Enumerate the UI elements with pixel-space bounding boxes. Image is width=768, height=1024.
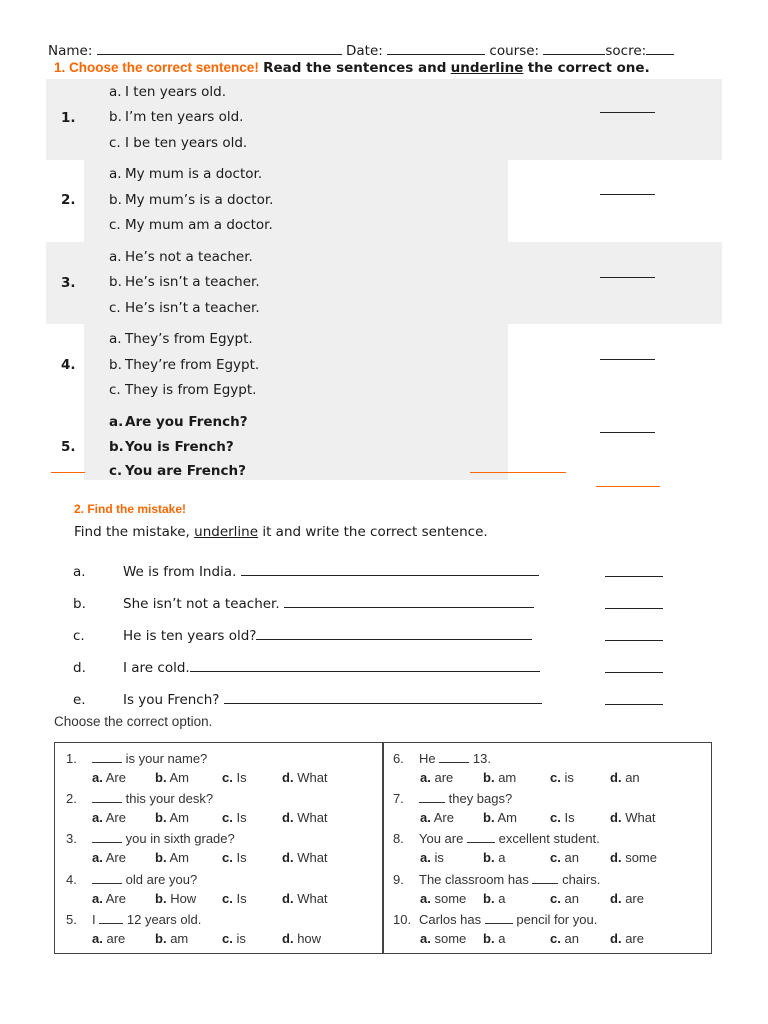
option-text: You are French? [125,463,246,479]
fill-blank[interactable] [532,873,558,884]
option-letter: b. [483,931,495,946]
fill-blank[interactable] [92,873,122,884]
mc-text: old are you? [125,872,198,887]
mc-option[interactable] [92,931,125,946]
option-letter: a. [92,770,103,785]
mc-option[interactable] [282,850,328,865]
option-text: is [236,931,246,946]
mc-option[interactable] [155,810,189,825]
question-option[interactable] [109,84,226,100]
section2-instruction [74,524,488,540]
section1-instruction-pre: Read the sentences and [263,60,447,76]
option-letter: a. [109,331,122,347]
mc-option[interactable] [155,891,196,906]
option-text: how [297,931,322,946]
option-letter: a. [420,931,431,946]
mc-text: you in sixth grade? [125,831,235,846]
option-text: a [498,891,506,906]
mc-option[interactable] [610,810,656,825]
question-option[interactable] [109,217,273,233]
option-text: a [498,931,506,946]
mc-number: 10. [393,912,412,927]
item-letter: c. [73,628,85,644]
item-text: We is from India. [123,564,237,580]
option-text: is [434,850,444,865]
question-band [84,324,508,480]
option-text: an [564,850,579,865]
option-text: They’s from Egypt. [125,331,253,347]
mc-option[interactable] [222,931,246,946]
item-letter: d. [73,660,86,676]
option-letter: b. [483,770,495,785]
mc-text-pre: You are [419,831,464,846]
option-letter: c. [222,850,233,865]
course-label: course: [489,43,540,59]
option-letter: a. [420,891,431,906]
mc-text: 13. [472,751,491,766]
option-text: Are [433,810,454,825]
option-text: They is from Egypt. [125,382,257,398]
option-letter: b. [109,274,122,290]
mc-number: 2. [66,791,77,806]
option-letter: c. [550,931,561,946]
option-text: am [170,931,189,946]
mc-option[interactable] [420,931,466,946]
mc-text: is your name? [125,751,208,766]
option-text: He’s not a teacher. [125,249,253,265]
course-field[interactable] [543,43,605,55]
mc-option[interactable] [420,770,453,785]
option-letter: a. [420,850,431,865]
answer-blank[interactable] [605,640,663,641]
mc-number: 5. [66,912,77,927]
question-option[interactable] [109,166,262,182]
correction-line[interactable] [256,628,532,640]
mc-option[interactable] [222,810,247,825]
name-label: Name: [48,43,93,59]
item-content [123,692,542,708]
item-text: He is ten years old? [123,628,257,644]
option-text: I’m ten years old. [125,109,244,125]
option-letter: b. [483,891,495,906]
mc-option[interactable] [550,931,579,946]
mc-option[interactable] [155,770,189,785]
mc-number: 4. [66,872,77,887]
option-letter: b. [109,439,124,455]
mc-question [393,831,600,846]
option-text: Am [169,770,189,785]
fill-blank[interactable] [92,832,122,843]
section3-title: Choose the correct option. [54,714,213,729]
option-letter: a. [420,770,431,785]
option-text: How [170,891,197,906]
item-text: She isn’t not a teacher. [123,596,280,612]
answer-blank[interactable] [605,608,663,609]
mc-option[interactable] [282,931,321,946]
option-letter: b. [109,192,122,208]
option-letter: d. [282,931,294,946]
mc-option[interactable] [222,770,247,785]
mc-option[interactable] [222,891,247,906]
section1-title [54,60,650,76]
mc-number: 3. [66,831,77,846]
option-letter: c. [550,770,561,785]
option-text: What [297,850,328,865]
option-letter: d. [282,850,294,865]
date-field[interactable] [387,43,485,55]
mc-option[interactable] [92,850,126,865]
option-letter: a. [109,414,124,430]
option-letter: a. [109,166,122,182]
question-option[interactable] [109,192,273,208]
option-text: Is [564,810,575,825]
option-letter: b. [155,891,167,906]
answer-blank[interactable] [605,576,663,577]
item-content [123,564,539,580]
fill-blank[interactable] [467,832,495,843]
mc-text-pre: The classroom has [419,872,529,887]
mc-option[interactable] [92,891,126,906]
option-letter: a. [109,84,122,100]
option-letter: b. [155,770,167,785]
mc-question [66,791,213,806]
option-letter: c. [109,300,121,316]
fill-blank[interactable] [92,792,122,803]
option-letter: c. [222,770,233,785]
option-text: Am [169,850,189,865]
option-text: My mum am a doctor. [125,217,273,233]
answer-blank[interactable] [605,704,663,705]
section1-instruction-post: the correct one. [527,60,650,76]
mc-option[interactable] [282,770,328,785]
mc-option[interactable] [550,891,579,906]
option-letter: d. [610,931,622,946]
separator-line [51,472,85,473]
option-text: Are you French? [125,414,248,430]
option-text: Am [169,810,189,825]
option-letter: d. [610,891,622,906]
question-number: 1. [61,110,76,126]
mc-option[interactable] [550,810,575,825]
mc-option[interactable] [610,770,640,785]
mc-option[interactable] [550,850,579,865]
option-letter: c. [222,891,233,906]
mc-option[interactable] [610,891,644,906]
option-letter: c. [550,850,561,865]
mc-question [393,872,600,887]
mc-question [66,872,197,887]
item-letter: a. [73,564,86,580]
item-text: Is you French? [123,692,220,708]
question-option[interactable] [109,357,259,373]
option-letter: c. [550,810,561,825]
option-text: You is French? [125,439,234,455]
mc-option[interactable] [483,891,505,906]
option-letter: c. [222,931,233,946]
option-text: What [297,891,328,906]
question-option[interactable] [109,331,253,347]
mc-option[interactable] [420,850,444,865]
question-number: 4. [61,357,76,373]
date-label: Date: [345,43,383,59]
option-text: What [297,810,328,825]
mc-option[interactable] [610,850,657,865]
mc-option[interactable] [155,850,189,865]
mc-option[interactable] [483,931,505,946]
item-letter: b. [73,596,86,612]
option-letter: d. [610,770,622,785]
question-option[interactable] [109,109,243,125]
mc-option[interactable] [483,810,517,825]
mc-option[interactable] [92,770,126,785]
mc-text: pencil for you. [516,912,598,927]
option-text: an [564,891,579,906]
option-text: Is [236,891,247,906]
option-text: an [564,931,579,946]
section2-title: 2. Find the mistake! [74,502,187,516]
option-letter: c. [109,217,121,233]
option-text: a [498,850,506,865]
mc-text-pre: I [92,912,96,927]
fill-blank[interactable] [99,913,123,924]
mc-option[interactable] [483,850,505,865]
mc-option[interactable] [155,931,188,946]
option-letter: c. [109,135,121,151]
option-text: He’s isn’t a teacher. [125,300,260,316]
correction-line[interactable] [224,692,542,704]
option-letter: c. [222,810,233,825]
option-text: My mum’s is a doctor. [125,192,274,208]
option-text: is [564,770,574,785]
instruction-post: it and write the correct sentence. [262,524,488,540]
option-text: I ten years old. [125,84,227,100]
mc-option[interactable] [282,810,328,825]
mc-text: this your desk? [125,791,214,806]
question-number: 3. [61,275,76,291]
mc-number: 8. [393,831,404,846]
mc-option[interactable] [420,810,454,825]
option-text: Are [105,891,126,906]
question-number: 5. [61,439,76,455]
mc-text: 12 years old. [126,912,202,927]
fill-blank[interactable] [485,913,513,924]
question-option[interactable] [109,382,256,398]
score-field[interactable] [646,43,674,55]
mc-number: 9. [393,872,404,887]
option-text: are [106,931,126,946]
item-content [123,596,534,612]
correction-line[interactable] [284,596,534,608]
option-letter: b. [109,357,122,373]
question-option[interactable] [109,249,253,265]
option-text: are [625,931,644,946]
question-option[interactable] [109,135,247,151]
option-text: Are [105,850,126,865]
answer-blank[interactable] [600,194,655,195]
option-text: some [625,850,657,865]
question-option[interactable] [109,274,260,290]
option-letter: a. [92,931,103,946]
mc-number: 6. [393,751,404,766]
option-letter: b. [483,850,495,865]
option-letter: b. [155,810,167,825]
option-letter: b. [155,931,167,946]
mc-option[interactable] [483,770,516,785]
item-letter: e. [73,692,86,708]
mc-number: 7. [393,791,404,806]
option-text: are [625,891,644,906]
mc-option[interactable] [92,810,126,825]
option-text: Am [497,810,517,825]
question-number: 2. [61,192,76,208]
mc-option[interactable] [610,931,644,946]
mc-question [393,912,597,927]
correction-line[interactable] [190,660,540,672]
question-option[interactable] [109,439,234,455]
separator-line [596,486,660,487]
option-letter: d. [282,810,294,825]
option-letter: c. [109,382,121,398]
answer-blank[interactable] [600,432,655,433]
item-content [123,628,532,644]
option-text: Are [105,770,126,785]
option-letter: a. [420,810,431,825]
mc-question [66,831,235,846]
option-text: I be ten years old. [125,135,248,151]
separator-line [470,472,566,473]
option-text: Are [105,810,126,825]
option-letter: d. [610,850,622,865]
option-letter: d. [610,810,622,825]
mc-text: they bags? [448,791,513,806]
option-text: are [434,770,454,785]
instruction-underlined: underline [194,524,259,540]
option-letter: c. [109,463,123,479]
mc-text-pre: He [419,751,436,766]
option-text: Is [236,810,247,825]
name-field[interactable] [97,43,342,55]
mc-text-pre: Carlos has [419,912,482,927]
worksheet-header [48,43,728,59]
mc-question [66,912,201,927]
mc-option[interactable] [420,891,466,906]
mc-question [66,751,207,766]
question-option[interactable] [109,463,246,479]
option-letter: d. [282,770,294,785]
item-content [123,660,540,676]
option-letter: b. [109,109,122,125]
option-text: some [434,931,467,946]
option-text: Is [236,850,247,865]
score-label: socre: [605,43,647,59]
mc-option[interactable] [222,850,247,865]
question-option[interactable] [109,414,248,430]
section1-instruction-underlined: underline [450,60,524,76]
option-text: an [625,770,640,785]
instruction-pre: Find the mistake, [74,524,190,540]
option-text: He’s isn’t a teacher. [125,274,260,290]
fill-blank[interactable] [419,792,445,803]
option-text: am [498,770,517,785]
mc-question [393,751,491,766]
option-text: some [434,891,467,906]
option-letter: c. [550,891,561,906]
option-text: Is [236,770,247,785]
option-letter: b. [155,850,167,865]
answer-blank[interactable] [605,672,663,673]
option-letter: a. [92,891,103,906]
option-letter: a. [92,810,103,825]
mc-text: chairs. [562,872,601,887]
answer-blank[interactable] [600,112,655,113]
correction-line[interactable] [241,564,539,576]
fill-blank[interactable] [92,752,122,763]
table-divider [382,742,384,954]
section1-heading: 1. Choose the correct sentence! [54,60,259,75]
mc-text: excellent student. [498,831,600,846]
answer-blank[interactable] [600,277,655,278]
item-text: I are cold. [123,660,190,676]
mc-option[interactable] [282,891,328,906]
option-text: What [625,810,656,825]
mc-number: 1. [66,751,77,766]
option-letter: a. [109,249,122,265]
option-letter: d. [282,891,294,906]
option-letter: b. [483,810,495,825]
answer-blank[interactable] [600,359,655,360]
option-text: They’re from Egypt. [125,357,260,373]
question-option[interactable] [109,300,260,316]
option-text: What [297,770,328,785]
option-text: My mum is a doctor. [125,166,263,182]
option-letter: a. [92,850,103,865]
mc-question [393,791,512,806]
mc-option[interactable] [550,770,574,785]
fill-blank[interactable] [439,752,469,763]
